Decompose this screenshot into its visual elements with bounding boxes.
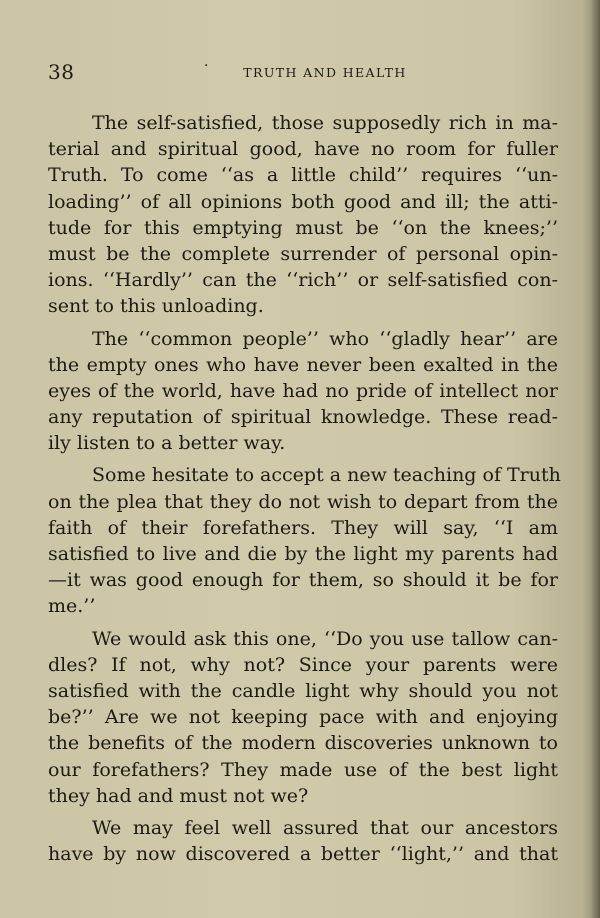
text-line: We would ask this one, ‘‘Do you use tallow can- — [92, 627, 558, 650]
text-line: eyes of the world, have had no pride of intellect nor — [48, 379, 558, 402]
text-line: ions. ‘‘Hardly’’ can the ‘‘rich’’ or self-satisfied con- — [48, 269, 558, 292]
text-line: Some hesitate to accept a new teaching of Truth — [92, 464, 561, 487]
paragraph-4 — [48, 626, 558, 809]
text-line: the benefits of the modern discoveries unknown to — [48, 732, 558, 755]
page-number: 38 — [48, 60, 75, 84]
paragraph-2 — [48, 326, 558, 457]
text-line: be?’’ Are we not keeping pace with and enjoying — [48, 706, 558, 729]
text-line: terial and spiritual good, have no room for fuller — [48, 138, 558, 161]
page-edge-shadow — [590, 0, 600, 918]
text-line: faith of their forefathers. They will say, ‘‘I am — [48, 516, 558, 539]
text-line: The self-satisfied, those supposedly rich in ma- — [92, 112, 558, 134]
text-line: have by now discovered a better ‘‘light,’’ and that — [48, 843, 558, 866]
text-line: our forefathers? They made use of the best light — [48, 758, 558, 781]
paragraph-3 — [48, 462, 561, 619]
text-line: must be the complete surrender of personal opin- — [48, 242, 558, 265]
text-line: ily listen to a better way. — [48, 432, 286, 455]
page-header — [48, 60, 558, 84]
paragraph-1 — [48, 110, 558, 320]
text-line: satisfied to live and die by the light my parents had — [48, 543, 558, 565]
text-line: on the plea that they do not wish to depart from the — [48, 490, 558, 513]
text-line: The ‘‘common people’’ who ‘‘gladly hear’’ are — [92, 327, 558, 350]
text-line: dles? If not, why not? Since your parents were — [48, 653, 558, 676]
text-line: sent to this unloading. — [48, 295, 264, 318]
text-line: tude for this emptying must be ‘‘on the knees;’’ — [48, 216, 558, 239]
text-line: the empty ones who have never been exalted in the — [48, 353, 558, 376]
text-line: Truth. To come ‘‘as a little child’’ requires ‘‘un- — [48, 164, 558, 187]
text-line: they had and must not we? — [48, 784, 309, 807]
header-separator: · — [204, 58, 209, 74]
text-line: —it was good enough for them, so should it be for — [48, 569, 558, 592]
text-line: me.’’ — [48, 595, 96, 618]
text-line: any reputation of spiritual knowledge. These read- — [48, 406, 558, 429]
text-line: loading’’ of all opinions both good and ill; the atti- — [48, 190, 558, 213]
running-head: TRUTH AND HEALTH — [243, 65, 407, 80]
paragraph-5 — [48, 815, 558, 867]
body-text — [48, 110, 561, 867]
text-line: We may feel well assured that our ancestors — [92, 816, 558, 839]
text-line: satisfied with the candle light why should you not — [48, 679, 558, 702]
